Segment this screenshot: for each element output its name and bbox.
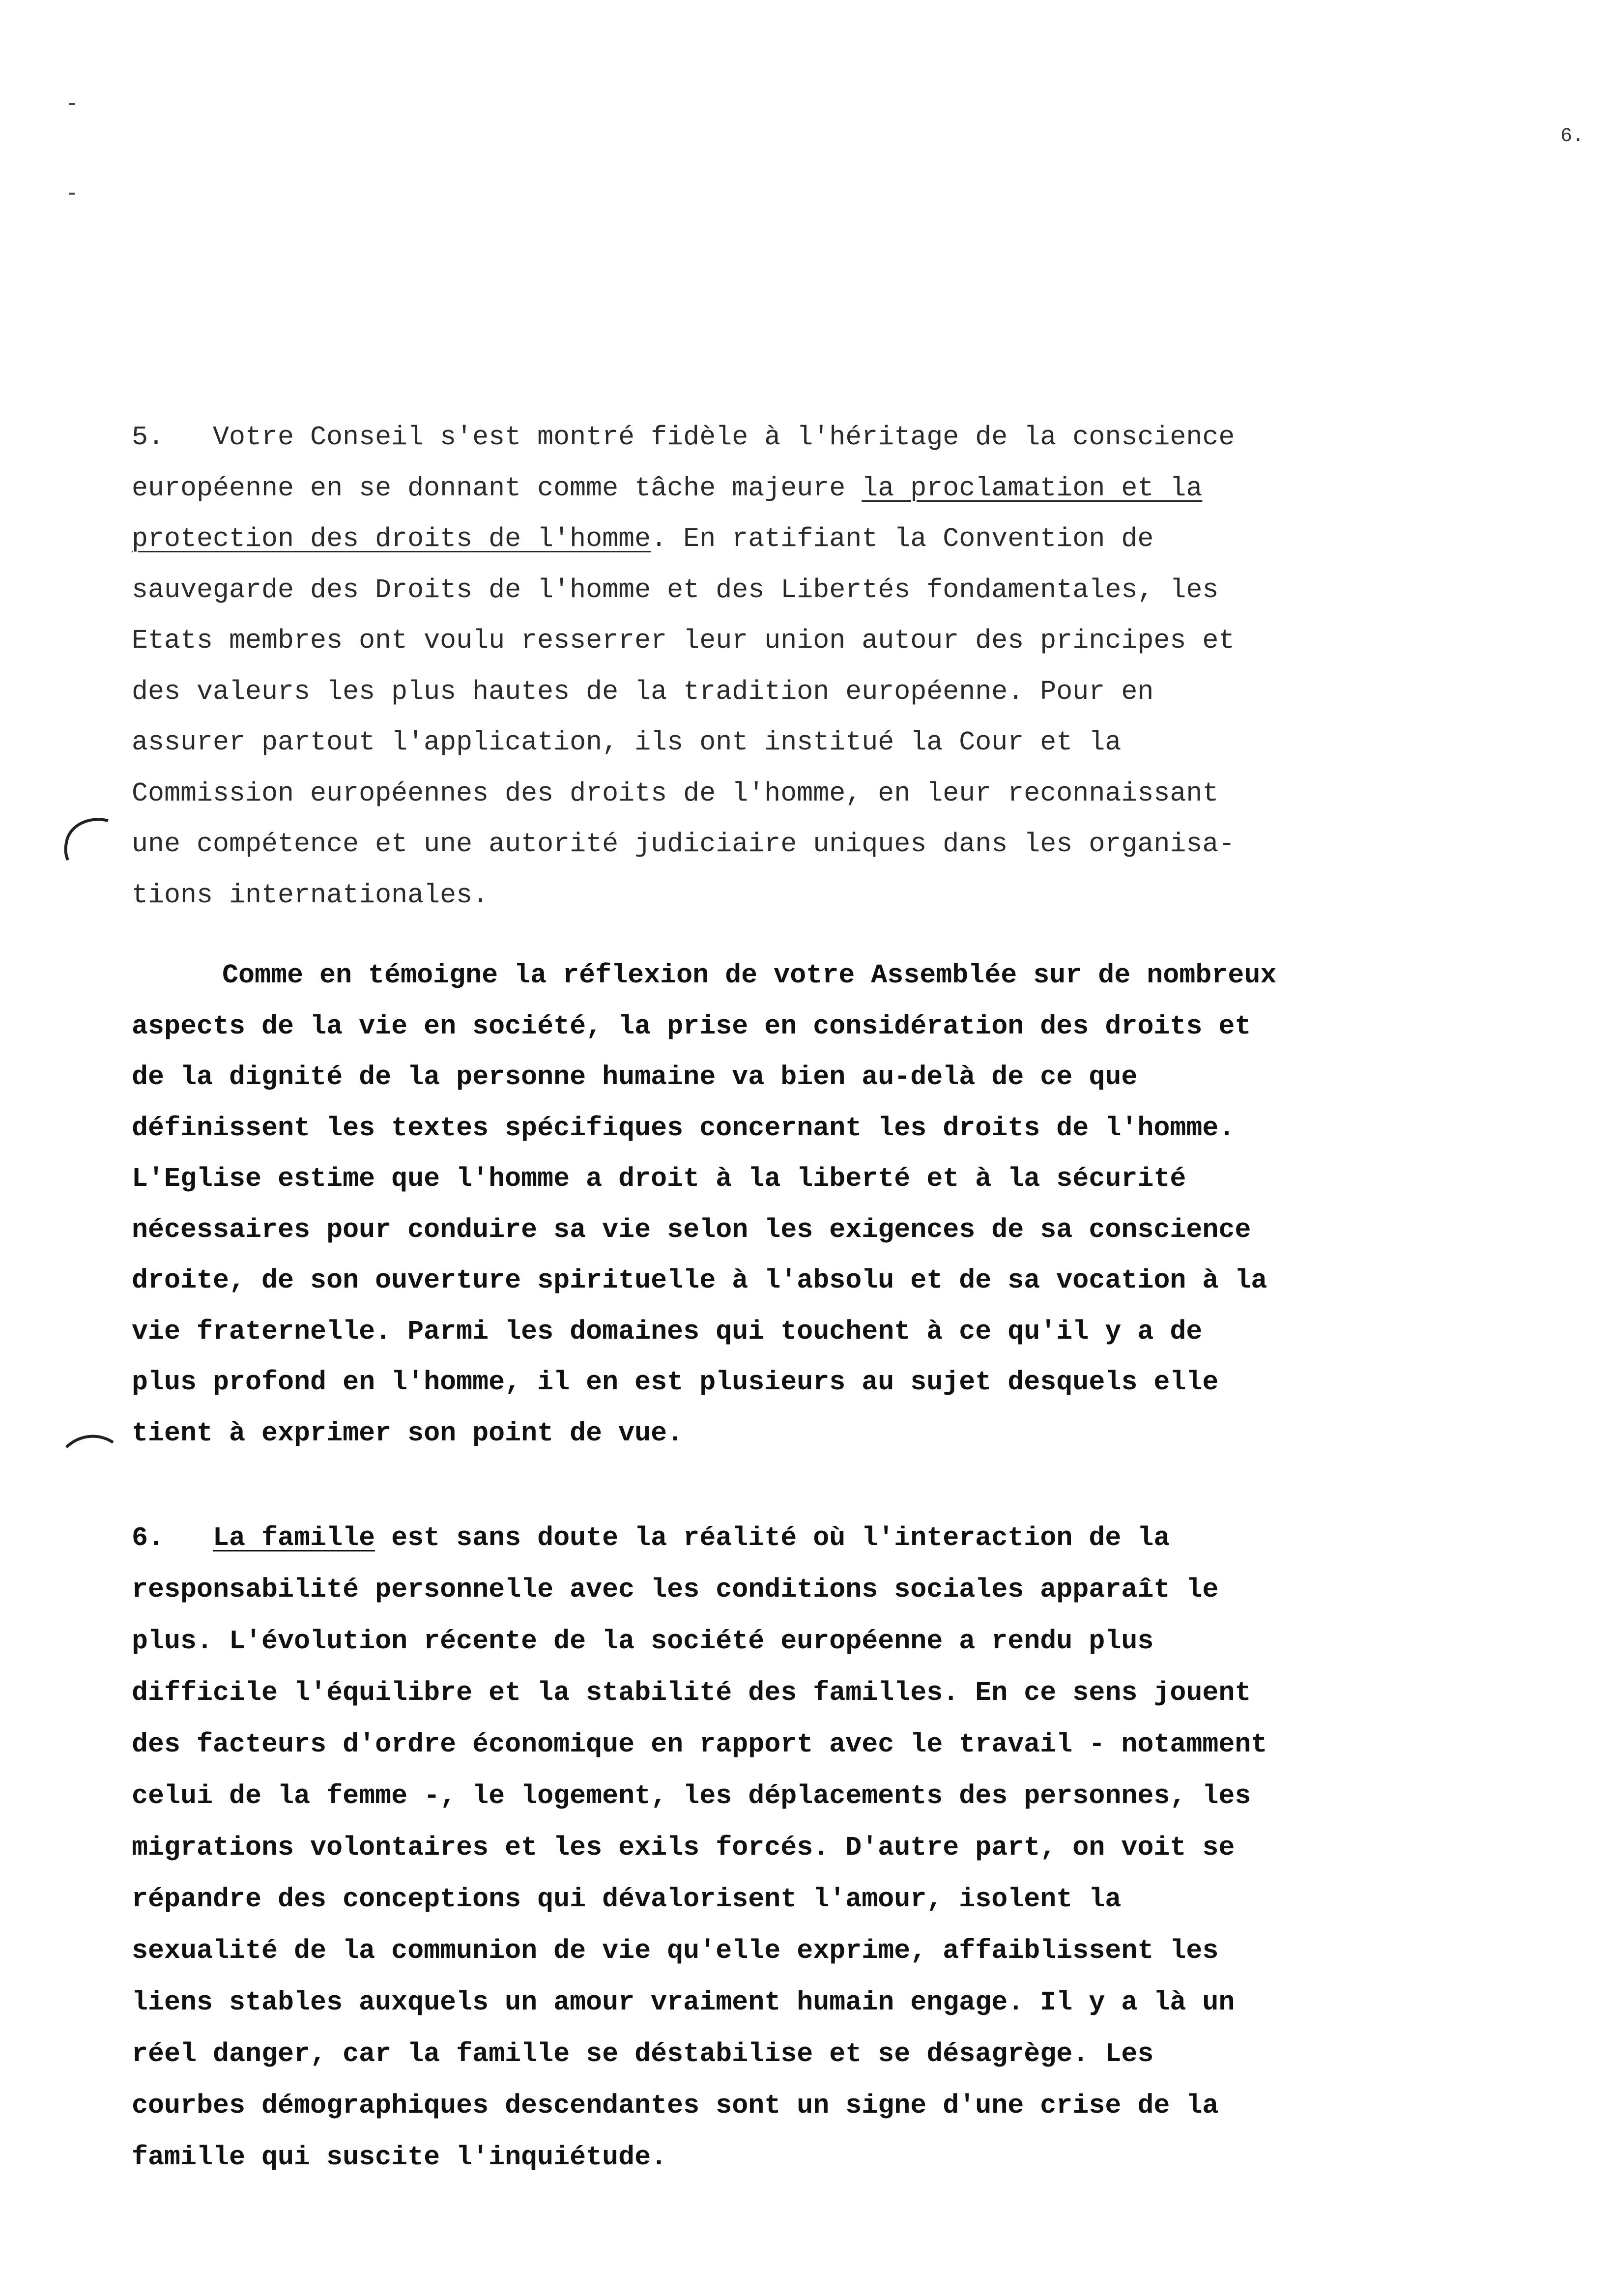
text-line: plus profond en l'homme, il en est plusieurs au sujet desquels elle — [132, 1367, 1219, 1398]
text-line: sexualité de la communion de vie qu'elle exprime, affaiblissent les — [132, 1935, 1219, 1966]
text-line: difficile l'équilibre et la stabilité des familles. En ce sens jouent — [132, 1677, 1251, 1708]
text-line: européenne en se donnant comme tâche majeure la proclamation et la — [132, 472, 1203, 504]
text-line: réel danger, car la famille se déstabilise et se désagrège. Les — [132, 2038, 1154, 2069]
text-line: vie fraternelle. Parmi les domaines qui touchent à ce qu'il y a de — [132, 1316, 1203, 1347]
text-line: droite, de son ouverture spirituelle à l'absolu et de sa vocation à la — [132, 1265, 1267, 1296]
text-line: nécessaires pour conduire sa vie selon les exigences de sa conscience — [132, 1214, 1251, 1245]
text-line: famille qui suscite l'inquiétude. — [132, 2142, 667, 2173]
text-line: responsabilité personnelle avec les conditions sociales apparaît le — [132, 1574, 1219, 1605]
text-line: migrations volontaires et les exils forcés. D'autre part, on voit se — [132, 1832, 1235, 1863]
text-line: des valeurs les plus hautes de la tradition européenne. Pour en — [132, 676, 1154, 707]
margin-bracket-mark — [64, 1425, 118, 1455]
text-line: définissent les textes spécifiques concernant les droits de l'homme. — [132, 1112, 1235, 1144]
text-line: courbes démographiques descendantes sont un signe d'une crise de la — [132, 2090, 1219, 2121]
text-line: plus. L'évolution récente de la société européenne a rendu plus — [132, 1626, 1154, 1657]
text-line: Comme en témoigne la réflexion de votre Assemblée sur de nombreux — [222, 960, 1277, 991]
text-line: liens stables auxquels un amour vraiment humain engage. Il y a là un — [132, 1987, 1235, 2018]
text-line: Commission européennes des droits de l'homme, en leur reconnaissant — [132, 777, 1219, 809]
underlined-phrase: la proclamation et la — [862, 472, 1203, 504]
text-line: sauvegarde des Droits de l'homme et des Libertés fondamentales, les — [132, 574, 1219, 605]
underlined-phrase: protection des droits de l'homme — [132, 523, 651, 554]
text-line: tient à exprimer son point de vue. — [132, 1417, 684, 1449]
text-line: L'Eglise estime que l'homme a droit à la liberté et à la sécurité — [132, 1163, 1186, 1194]
page-number: 6. — [1560, 125, 1584, 147]
text-line: une compétence et une autorité judiciaire uniques dans les organisa- — [132, 829, 1235, 860]
text-line: de la dignité de la personne humaine va bien au-delà de ce que — [132, 1062, 1138, 1092]
margin-mark — [69, 103, 75, 105]
text-line: répandre des conceptions qui dévalorisent l'amour, isolent la — [132, 1884, 1122, 1915]
text-line: 6. La famille est sans doute la réalité où l'interaction de la — [132, 1522, 1170, 1553]
text-line: des facteurs d'ordre économique en rapport avec le travail - notamment — [132, 1729, 1267, 1760]
margin-bracket-mark — [59, 813, 113, 872]
underlined-phrase: La famille — [213, 1522, 375, 1553]
text-line: aspects de la vie en société, la prise en considération des droits et — [132, 1010, 1251, 1042]
text-line: tions internationales. — [132, 879, 489, 911]
section-number: 6. — [132, 1522, 213, 1553]
text-line: Etats membres ont voulu resserrer leur union autour des principes et — [132, 625, 1235, 656]
text-line: 5. Votre Conseil s'est montré fidèle à l'héritage de la conscience — [132, 422, 1235, 453]
margin-mark — [69, 193, 75, 195]
text-line: protection des droits de l'homme. En ratifiant la Convention de — [132, 523, 1154, 554]
text-line: celui de la femme -, le logement, les déplacements des personnes, les — [132, 1780, 1251, 1811]
text-line: assurer partout l'application, ils ont institué la Cour et la — [132, 727, 1122, 758]
